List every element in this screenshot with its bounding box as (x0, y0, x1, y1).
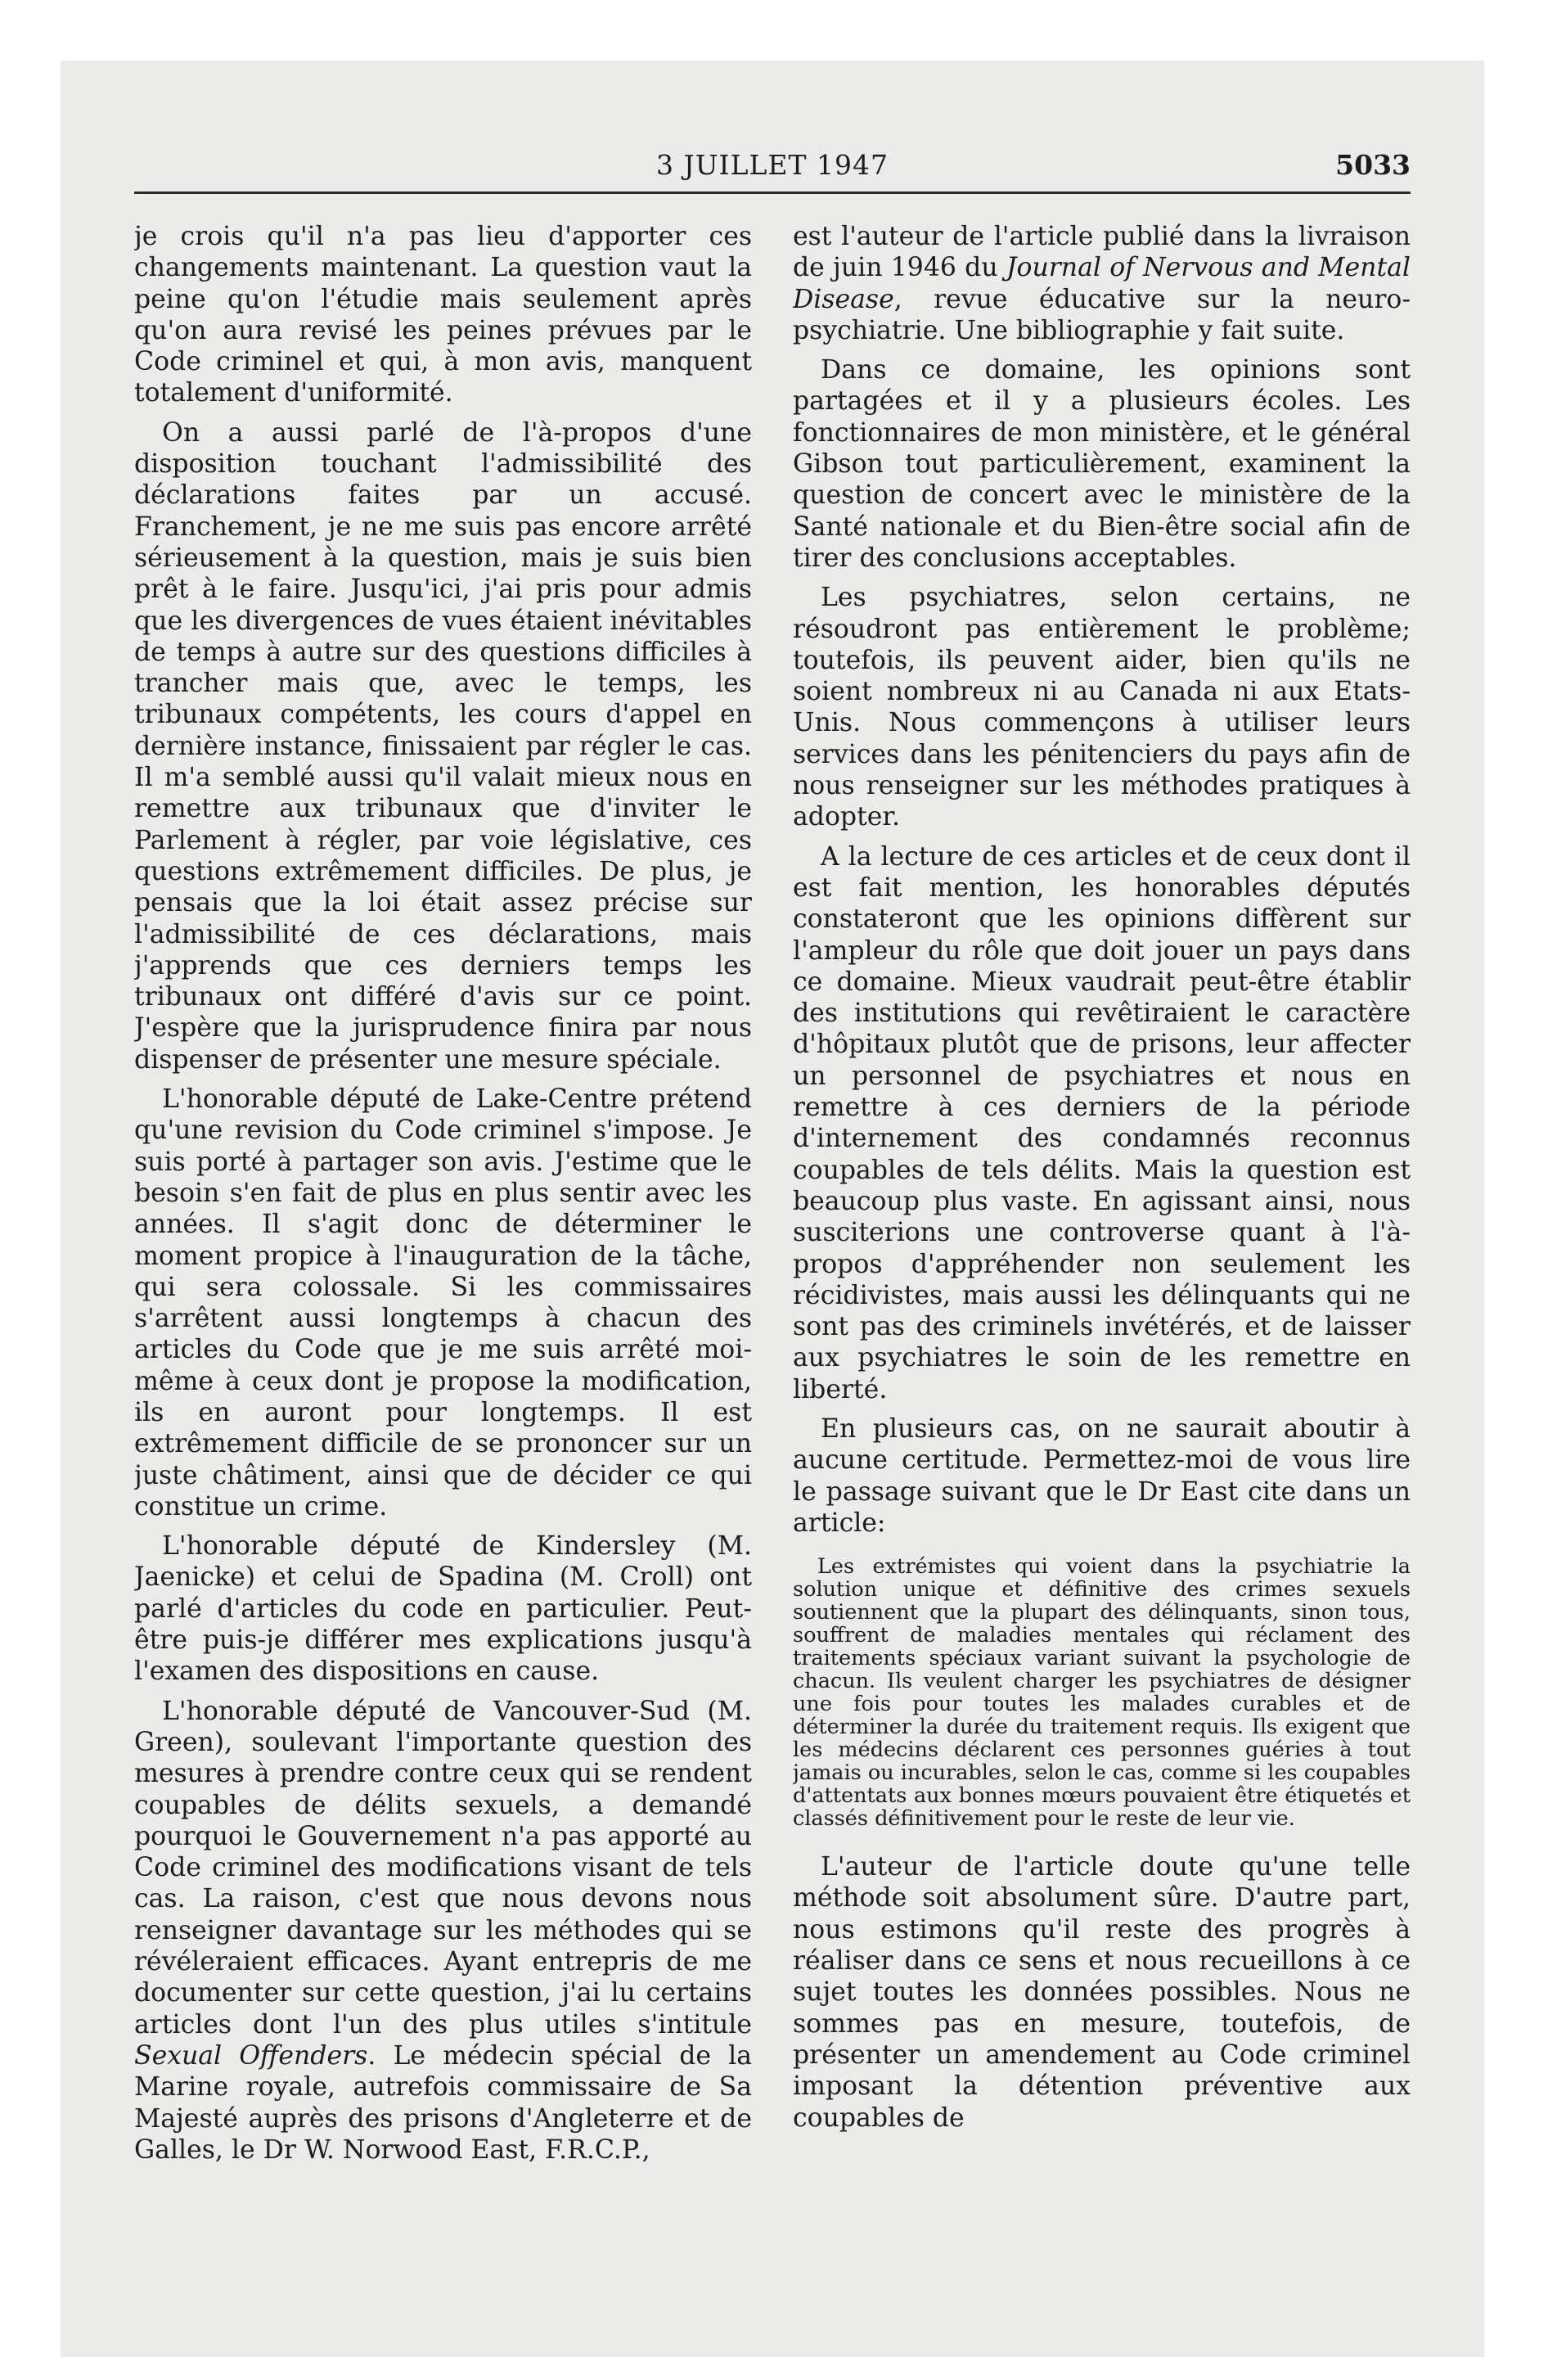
left-paragraph-1: je crois qu'il n'a pas lieu d'apporter ces changements maintenant. La question vaut la peine qu'on l'étudie mais seulement après qu'on aura revisé les peines prévues par le Code criminel et qui, à mon avis, manquent totalement d'uniformité. (134, 222, 752, 408)
page-header (134, 142, 1411, 194)
right-paragraph-1-text-b: , revue éducative sur la neuro-psychiatrie. Une bibliographie y fait suite. (793, 284, 1411, 345)
left-paragraph-5 (134, 1696, 752, 2166)
right-column (793, 221, 1411, 2316)
right-paragraph-4: A la lecture de ces articles et de ceux dont il est fait mention, les honorables députés constateront que les opinions diffèrent sur l'ampleur du rôle que doit jouer un pays dans ce domaine. Mieux vaudrait peut-être établir des institutions qui revêtiraient le caractère d'hôpitaux plutôt que de prisons, leur affecter un personnel de psychiatres et nous en remettre à ces derniers de la période d'internement des condamnés reconnus coupables de tels délits. Mais la question est beaucoup plus vaste. En agissant ainsi, nous susciterions une controverse quant à l'à-propos d'appréhender non seulement les récidivistes, mais aussi les délinquants qui ne sont pas des criminels invétérés, et de laisser aux psychiatres le soin de les remettre en liberté. (793, 841, 1411, 1404)
left-column (134, 221, 752, 2316)
page-number: 5033 (1335, 149, 1411, 181)
right-paragraph-5: En plusieurs cas, on ne saurait aboutir à aucune certitude. Permettez-moi de vous lire le passage suivant que le Dr East cite dans un article: (793, 1413, 1411, 1538)
left-paragraph-5-text-a: L'honorable député de Vancouver-Sud (M. Green), soulevant l'importante question des mesures à prendre contre ceux qui se rendent coupables de délits sexuels, a demandé pourquoi le Gouvernement n'a pas apporté au Code criminel des modifications visant de tels cas. La raison, c'est que nous devons nous renseigner davantage sur les méthodes qui se révéleraient efficaces. Ayant entrepris de me documenter sur cette question, j'ai lu certains articles dont l'un des plus utiles s'intitule (134, 1696, 752, 2040)
right-paragraph-6: L'auteur de l'article doute qu'une telle méthode soit absolument sûre. D'autre part, nous estimons qu'il reste des progrès à réaliser dans ce sens et nous recueillons à ce sujet toutes les données possibles. Nous ne sommes pas en mesure, toutefois, de présenter un amendement au Code criminel imposant la détention préventive aux coupables de (793, 1852, 1411, 2133)
right-paragraph-3: Les psychiatres, selon certains, ne résoudront pas entièrement le problème; toutefois, ils peuvent aider, bien qu'ils ne soient nombreux ni au Canada ni aux Etats-Unis. Nous commençons à utiliser leurs services dans les pénitenciers du pays afin de nous renseigner sur les méthodes pratiques à adopter. (793, 583, 1411, 832)
article-title-sexual-offenders: Sexual Offenders (134, 2040, 368, 2071)
left-paragraph-2: On a aussi parlé de l'à-propos d'une disposition touchant l'admissibilité des déclarations faites par un accusé. Franchement, je ne me suis pas encore arrêté sérieusement à la question, mais je suis bien prêt à le faire. Jusqu'ici, j'ai pris pour admis que les divergences de vues étaient inévitables de temps à autre sur des questions difficiles à trancher mais que, avec le temps, les tribunaux compétents, les cours d'appel en dernière instance, finissaient par régler le cas. Il m'a semblé aussi qu'il valait mieux nous en remettre aux tribunaux que d'inviter le Parlement à régler, par voie législative, ces questions extrêmement difficiles. De plus, je pensais que la loi était assez précise sur l'admissibilité de ces déclarations, mais j'apprends que ces derniers temps les tribunaux ont différé d'avis sur ce point. J'espère que la jurisprudence finira par nous dispenser de présenter une mesure spéciale. (134, 417, 752, 1075)
right-paragraph-1 (793, 221, 1411, 346)
right-paragraph-1-text-a: est l'auteur de l'article publié dans la livraison de juin 1946 du (793, 222, 1411, 283)
left-paragraph-5-text-b: . Le médecin spécial de la Marine royale, autrefois commissaire de Sa Majesté auprès des prisons d'Angleterre et de Galles, le Dr W. Norwood East, F.R.C.P., (134, 2040, 752, 2165)
page-date: 3 JUILLET 1947 (656, 149, 889, 181)
right-paragraph-2: Dans ce domaine, les opinions sont partagées et il y a plusieurs écoles. Les fonctionnaires de mon ministère, et le général Gibson tout particulièrement, examinent la question de concert avec le ministère de la Santé nationale et du Bien-être social afin de tirer des conclusions acceptables. (793, 355, 1411, 573)
left-paragraph-4: L'honorable député de Kindersley (M. Jaenicke) et celui de Spadina (M. Croll) ont parlé d'articles du code en particulier. Peut-être puis-je différer mes explications jusqu'à l'examen des dispositions en cause. (134, 1531, 752, 1687)
block-quote: Les extrémistes qui voient dans la psychiatrie la solution unique et définitive des crimes sexuels soutiennent que la plupart des délinquants, sinon tous, souffrent de maladies mentales qui réclament des traitements spéciaux variant suivant la psychologie de chacun. Ils veulent charger les psychiatres de désigner une fois pour toutes les malades curables et de déterminer la durée du traitement requis. Ils exigent que les médecins déclarent ces personnes guéries à tout jamais ou incurables, selon le cas, comme si les coupables d'attentats aux bonnes mœurs pouvaient être étiquetés et classés définitivement pour le reste de leur vie. (793, 1554, 1411, 1832)
journal-title: Journal of Nervous and Mental Disease (793, 253, 1411, 314)
page-scan (61, 61, 1484, 2357)
left-paragraph-3: L'honorable député de Lake-Centre prétend qu'une revision du Code criminel s'impose. Je suis porté à partager son avis. J'estime que le besoin s'en fait de plus en plus sentir avec les années. Il s'agit donc de déterminer le moment propice à l'inauguration de la tâche, qui sera colossale. Si les commissaires s'arrêtent aussi longtemps à chacun des articles du Code que je me suis arrêté moi-même à ceux dont je propose la modification, ils en auront pour longtemps. Il est extrêmement difficile de se prononcer sur un juste châtiment, ainsi que de décider ce qui constitue un crime. (134, 1084, 752, 1521)
